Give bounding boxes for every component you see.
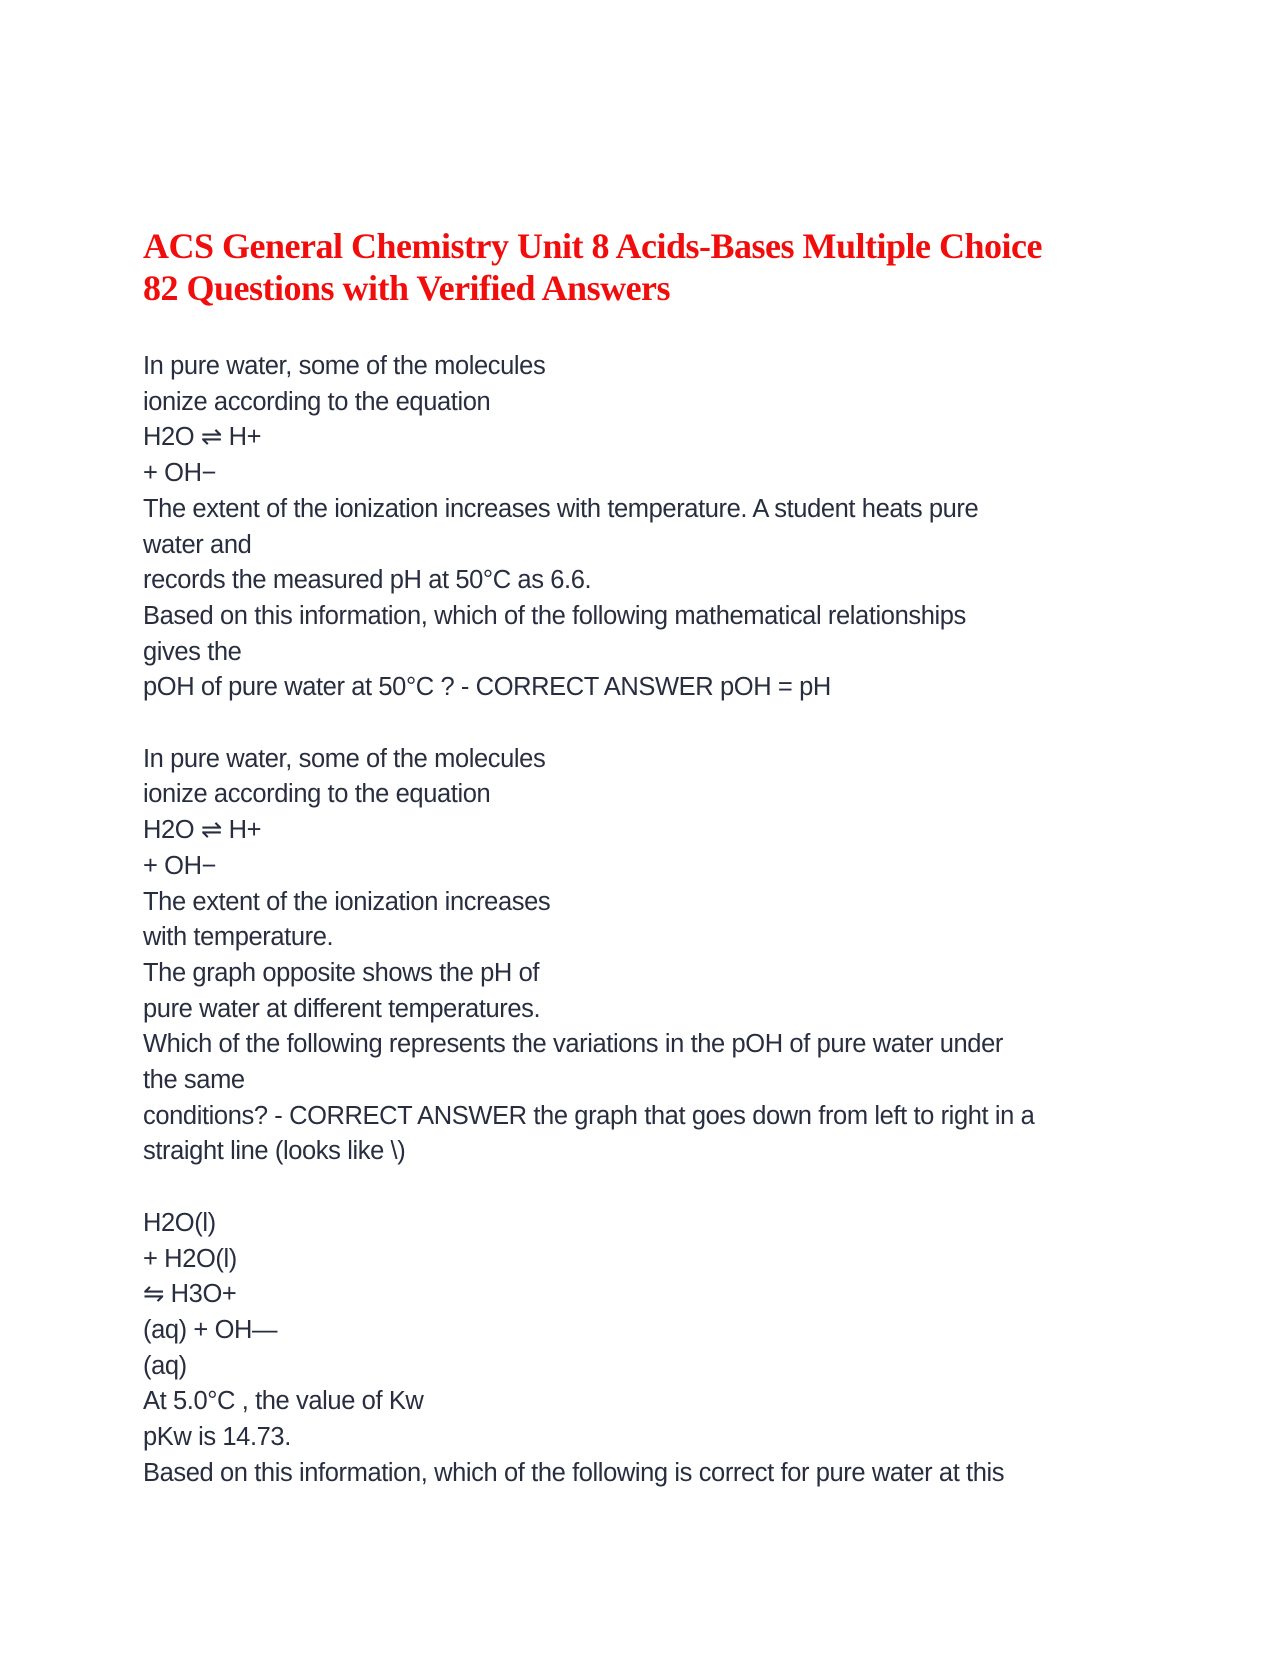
document-body bbox=[143, 349, 1243, 1527]
paragraph: In pure water, some of the molecules ionize according to the equation H2O ⇌ H+ + OH− The extent of the ionization increases with temperature. The graph opposite shows the pH of pure water at different temperatures. Which of the following represents the variations in the pOH of pure water under the same conditions? - CORRECT ANSWER the graph that goes down from left to right in a straight line (looks like \) bbox=[143, 744, 1035, 1166]
paragraph: H2O(l) + H2O(l) ⇋ H3O+ (aq) + OH— (aq) At 5.0°C , the value of Kw pKw is 14.73. Based on this information, which of the following is correct for pure water at this bbox=[143, 1208, 1005, 1487]
document-title: ACS General Chemistry Unit 8 Acids-Bases Multiple Choice 82 Questions with Verified Answers bbox=[143, 226, 1042, 308]
paragraph: In pure water, some of the molecules ionize according to the equation H2O ⇌ H+ + OH− The extent of the ionization increases with temperature. A student heats pure water and records the measured pH at 50°C as 6.6. Based on this information, which of the following mathematical relationships gives the pOH of pure water at 50°C ? - CORRECT ANSWER pOH = pH bbox=[143, 352, 979, 702]
